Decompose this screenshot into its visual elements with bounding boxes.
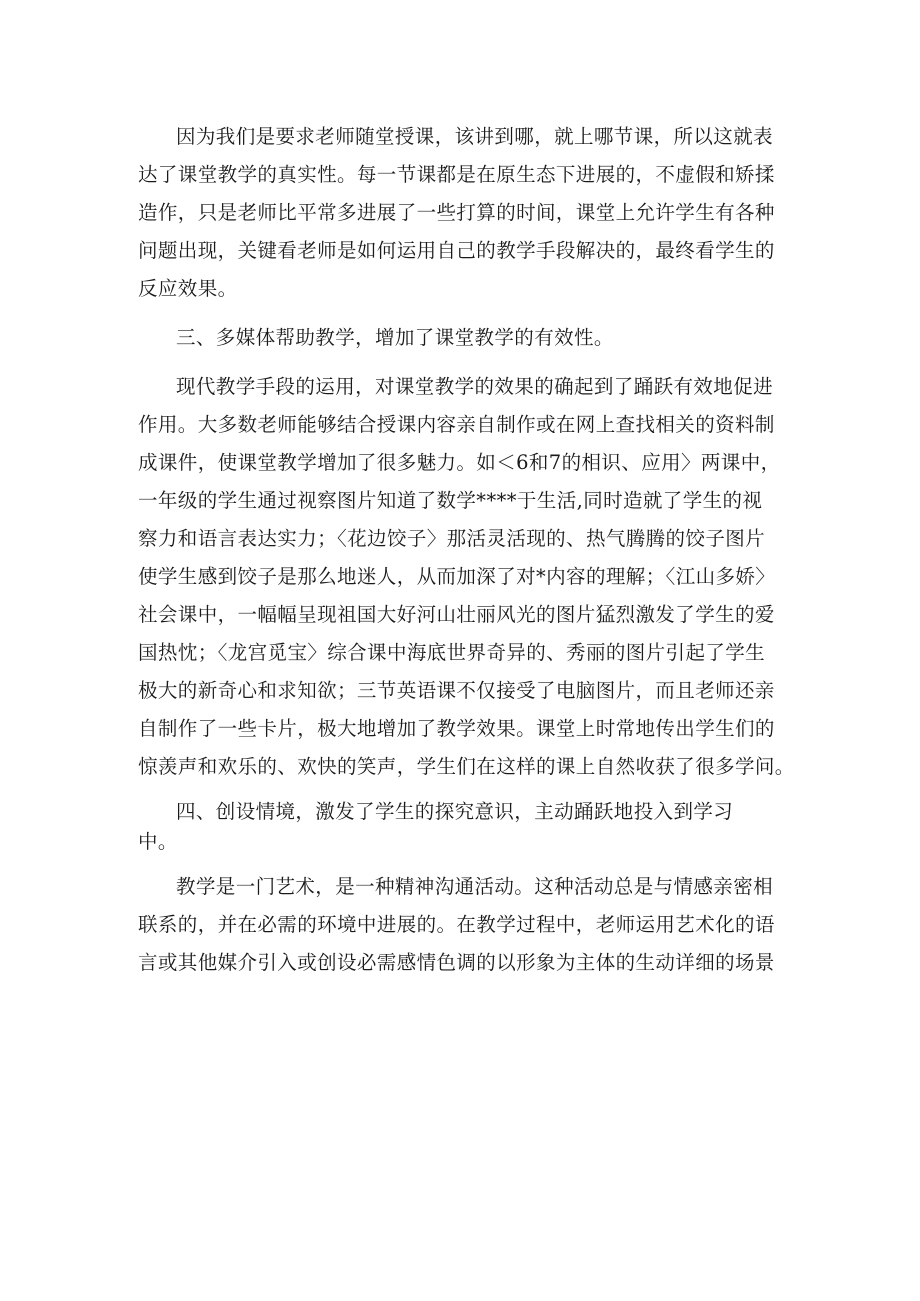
text-line: 教学是一门艺术，是一种精神沟通活动。这种活动总是与情感亲密相 — [176, 875, 774, 898]
text-line: 言或其他媒介引入或创设必需感情色调的以形象为主体的生动详细的场景 — [138, 951, 775, 974]
text-line: 反应效果。 — [138, 277, 238, 300]
text-line: 极大的新奇心和求知欲；三节英语课不仅接受了电脑图片，而且老师还亲 — [138, 679, 775, 702]
text-line: 问题出现，关键看老师是如何运用自己的教学手段解决的，最终看学生的 — [138, 239, 775, 262]
section-heading: 四、创设情境，激发了学生的探究意识，主动踊跃地投入到学习 — [176, 800, 734, 823]
text-line: 惊羡声和欢乐的、欢快的笑声，学生们在这样的课上自然收获了很多学问。 — [138, 755, 795, 778]
text-line: 一年级的学生通过视察图片知道了数学****于生活,同时造就了学生的视 — [138, 489, 763, 512]
text-line: 现代教学手段的运用，对课堂教学的效果的确起到了踊跃有效地促进 — [176, 375, 774, 398]
text-line: 造作，只是老师比平常多进展了一些打算的时间，课堂上允许学生有各种 — [138, 201, 775, 224]
section-heading-continuation: 中。 — [138, 830, 178, 853]
text-line: 因为我们是要求老师随堂授课，该讲到哪，就上哪节课，所以这就表 — [176, 125, 774, 148]
text-line: 作用。大多数老师能够结合授课内容亲自制作或在网上查找相关的资料制 — [138, 413, 775, 436]
text-line: 达了课堂教学的真实性。每一节课都是在原生态下进展的，不虚假和矫揉 — [138, 163, 775, 186]
text-line: 成课件，使课堂教学增加了很多魅力。如＜6和7的相识、应用〉两课中， — [138, 451, 781, 474]
text-line: 国热忱；〈龙宫觅宝〉综合课中海底世界奇异的、秀丽的图片引起了学生 — [138, 641, 766, 664]
document-page — [138, 118, 795, 982]
text-line: 联系的，并在必需的环境中进展的。在教学过程中，老师运用艺术化的语 — [138, 913, 775, 936]
text-line: 察力和语言表达实力；〈花边饺子〉那活灵活现的、热气腾腾的饺子图片 — [138, 527, 766, 550]
text-line: 社会课中，一幅幅呈现祖国大好河山壮丽风光的图片猛烈激发了学生的爱 — [138, 603, 775, 626]
text-line: 自制作了一些卡片，极大地增加了教学效果。课堂上时常地传出学生们的 — [138, 717, 775, 740]
section-heading: 三、多媒体帮助教学，增加了课堂教学的有效性。 — [176, 326, 614, 349]
text-line: 使学生感到饺子是那么地迷人，从而加深了对*内容的理解；〈江山多娇〉 — [138, 565, 776, 588]
